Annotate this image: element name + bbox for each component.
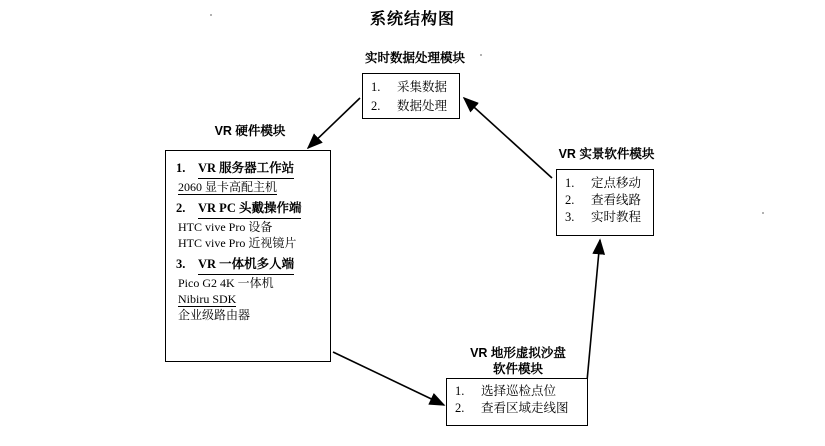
list-item (371, 78, 453, 97)
caption-realtime-module: 实时数据处理模块 (364, 51, 465, 65)
item-text: VR 一体机多人端 (198, 255, 294, 275)
hardware-item-sub: 企业级路由器 (178, 308, 251, 322)
item-text: 查看区域走线图 (481, 401, 569, 415)
caption-line-2: 软件模块 (492, 362, 543, 376)
realtime-list (371, 78, 453, 116)
list-item (455, 383, 583, 400)
caption-hardware-module: VR 硬件模块 (214, 124, 286, 138)
box-hardware-module (165, 150, 331, 362)
item-text: 定点移动 (591, 176, 642, 190)
item-number: 3. (565, 210, 575, 224)
item-text: 实时教程 (591, 210, 642, 224)
item-number: 2. (565, 193, 575, 207)
list-item (565, 209, 649, 226)
scan-speck (210, 14, 212, 16)
list-item (565, 192, 649, 209)
box-sandbox-module (446, 378, 588, 426)
hardware-item (176, 255, 324, 323)
hardware-item-sub: HTC vive Pro 设备 (178, 220, 273, 234)
sandbox-list (455, 383, 583, 417)
item-number: 3. (176, 257, 186, 271)
page-title: 系统结构图 (369, 11, 455, 28)
item-text: 采集数据 (397, 80, 448, 94)
list-item (455, 400, 583, 417)
list-item (565, 175, 649, 192)
sub-text: Nibiru SDK (178, 292, 237, 306)
caption-sandbox-module (443, 345, 593, 377)
list-item (371, 97, 453, 116)
item-number: 2. (371, 99, 381, 113)
item-text: 查看线路 (591, 193, 642, 207)
box-realscene-module (556, 169, 654, 236)
item-text: 数据处理 (397, 99, 448, 113)
scan-speck (762, 212, 764, 214)
item-text: 选择巡检点位 (481, 384, 557, 398)
realscene-list (565, 175, 649, 226)
hardware-item-sub (176, 291, 324, 307)
hardware-item-sub (176, 179, 324, 195)
item-text: VR PC 头戴操作端 (198, 199, 301, 219)
box-realtime-module (362, 73, 460, 119)
sub-text: 2060 显卡高配主机 (178, 180, 278, 194)
hardware-item-head (176, 159, 324, 179)
hardware-item (176, 199, 324, 251)
item-number: 2. (455, 401, 465, 415)
hardware-item-head (176, 199, 324, 219)
item-number: 2. (176, 201, 186, 215)
item-number: 1. (176, 161, 186, 175)
item-number: 1. (371, 80, 381, 94)
hardware-item-sub: HTC vive Pro 近视镜片 (178, 236, 297, 250)
hardware-item-sub: Pico G2 4K 一体机 (178, 276, 274, 290)
caption-realscene-module: VR 实景软件模块 (558, 147, 655, 161)
item-number: 1. (455, 384, 465, 398)
hardware-item-head (176, 255, 324, 275)
item-text: VR 服务器工作站 (198, 159, 294, 179)
item-number: 1. (565, 176, 575, 190)
hardware-item (176, 159, 324, 195)
caption-line-1: VR 地形虚拟沙盘 (470, 346, 566, 360)
